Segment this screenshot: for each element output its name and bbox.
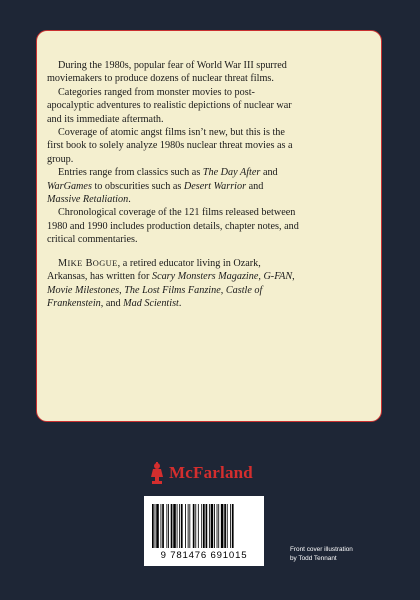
bio-text-5: , [220, 284, 226, 296]
barcode-bar [224, 504, 226, 548]
p4-text-5: . [128, 194, 131, 206]
barcode-bar [168, 504, 169, 548]
barcode-bar [195, 504, 196, 548]
p4-text-1: Entries range from classics such as [58, 167, 203, 179]
barcode-bar [217, 504, 218, 548]
barcode-bar [152, 504, 154, 548]
barcode-bar [198, 504, 199, 548]
bio-text-6: , and [100, 297, 124, 309]
bio-text-2: , [258, 271, 264, 283]
lamp-logo-icon [149, 462, 165, 484]
pub-castle-of-frankenstein: Castle of Frankenstein [47, 284, 263, 309]
barcode-bar [211, 504, 214, 548]
barcode-bar [201, 504, 202, 548]
credit-line-2: by Todd Tennant [290, 554, 337, 562]
pub-g-fan: G-FAN [263, 271, 293, 283]
barcode-bar [232, 504, 234, 548]
barcode-bar [214, 504, 215, 548]
barcode-bar [188, 504, 189, 548]
barcode-bar [230, 504, 231, 548]
author-name-cap-2: B [85, 257, 93, 269]
blurb-paragraph-5: Chronological coverage of the 121 films released between 1980 and 1990 includes production details, chapter notes, and critical commentaries. [47, 207, 299, 246]
barcode-bar [185, 504, 186, 548]
author-bio [47, 257, 299, 311]
blurb-paragraph-1: During the 1980s, popular fear of World War III spurred moviemakers to produce dozens of nuclear threat films. [47, 60, 287, 85]
cover-credit [290, 546, 353, 563]
bio-text-7: . [178, 297, 182, 309]
barcode-bar [173, 504, 176, 548]
author-name [58, 258, 118, 269]
isbn-number: 9 781476 691015 [160, 550, 248, 561]
barcode-bars [150, 504, 258, 550]
barcode-bar [193, 504, 195, 548]
barcode-bar [155, 504, 156, 548]
barcode-bar [181, 504, 183, 548]
bio-text-1: , a retired educator living in Ozark, Arkansas, has written for [47, 257, 261, 283]
credit-line-1: Front cover illustration [290, 546, 353, 553]
bio-text-3: , [292, 271, 295, 283]
title-wargames: WarGames [47, 180, 92, 192]
publisher-logo [149, 462, 253, 484]
barcode-bar [189, 504, 190, 548]
barcode-bar [209, 504, 210, 548]
p4-text-2: and [260, 167, 278, 179]
p4-text-4: and [246, 180, 264, 192]
title-the-day-after: The Day After [202, 167, 261, 179]
barcode-bar [218, 504, 219, 548]
blurb-paragraph-2: Categories ranged from monster movies to post-apocalyptic adventures to realistic depictions of nuclear war and its immediate aftermath. [47, 86, 292, 125]
bio-text-4: , [119, 284, 125, 296]
barcode-bar [156, 504, 159, 548]
barcode-bar [227, 504, 228, 548]
barcode-bar [221, 504, 224, 548]
barcode-bar [162, 504, 164, 548]
pub-mad-scientist: Mad Scientist [123, 297, 179, 309]
publisher-name: McFarland [169, 463, 253, 482]
author-name-small-1: IKE [67, 258, 83, 268]
barcode-bar [203, 504, 205, 548]
p4-text-3: to obscurities such as [91, 180, 184, 192]
blurb-paragraph-4 [47, 166, 299, 206]
barcode-bar [177, 504, 178, 548]
title-massive-retaliation: Massive Retaliation [47, 194, 129, 206]
pub-scary-monsters: Scary Monsters Magazine [151, 271, 259, 283]
author-name-small-2: OGUE [92, 258, 118, 268]
barcode-bar [161, 504, 162, 548]
barcode-bar [206, 504, 208, 548]
pub-movie-milestones: Movie Milestones [47, 284, 120, 296]
barcode-bar [179, 504, 180, 548]
blurb-paragraph-3: Coverage of atomic angst films isn’t new, but this is the first book to solely analyze 1980s nuclear threat movies as a group. [47, 127, 293, 165]
pub-lost-films: The Lost Films Fanzine [124, 284, 221, 296]
title-desert-warrior: Desert Warrior [183, 180, 247, 192]
barcode-bar [166, 504, 167, 548]
back-cover-blurb [47, 59, 299, 310]
barcode-bar [171, 504, 173, 548]
author-name-cap-1: M [58, 257, 68, 269]
isbn-barcode [144, 496, 264, 566]
